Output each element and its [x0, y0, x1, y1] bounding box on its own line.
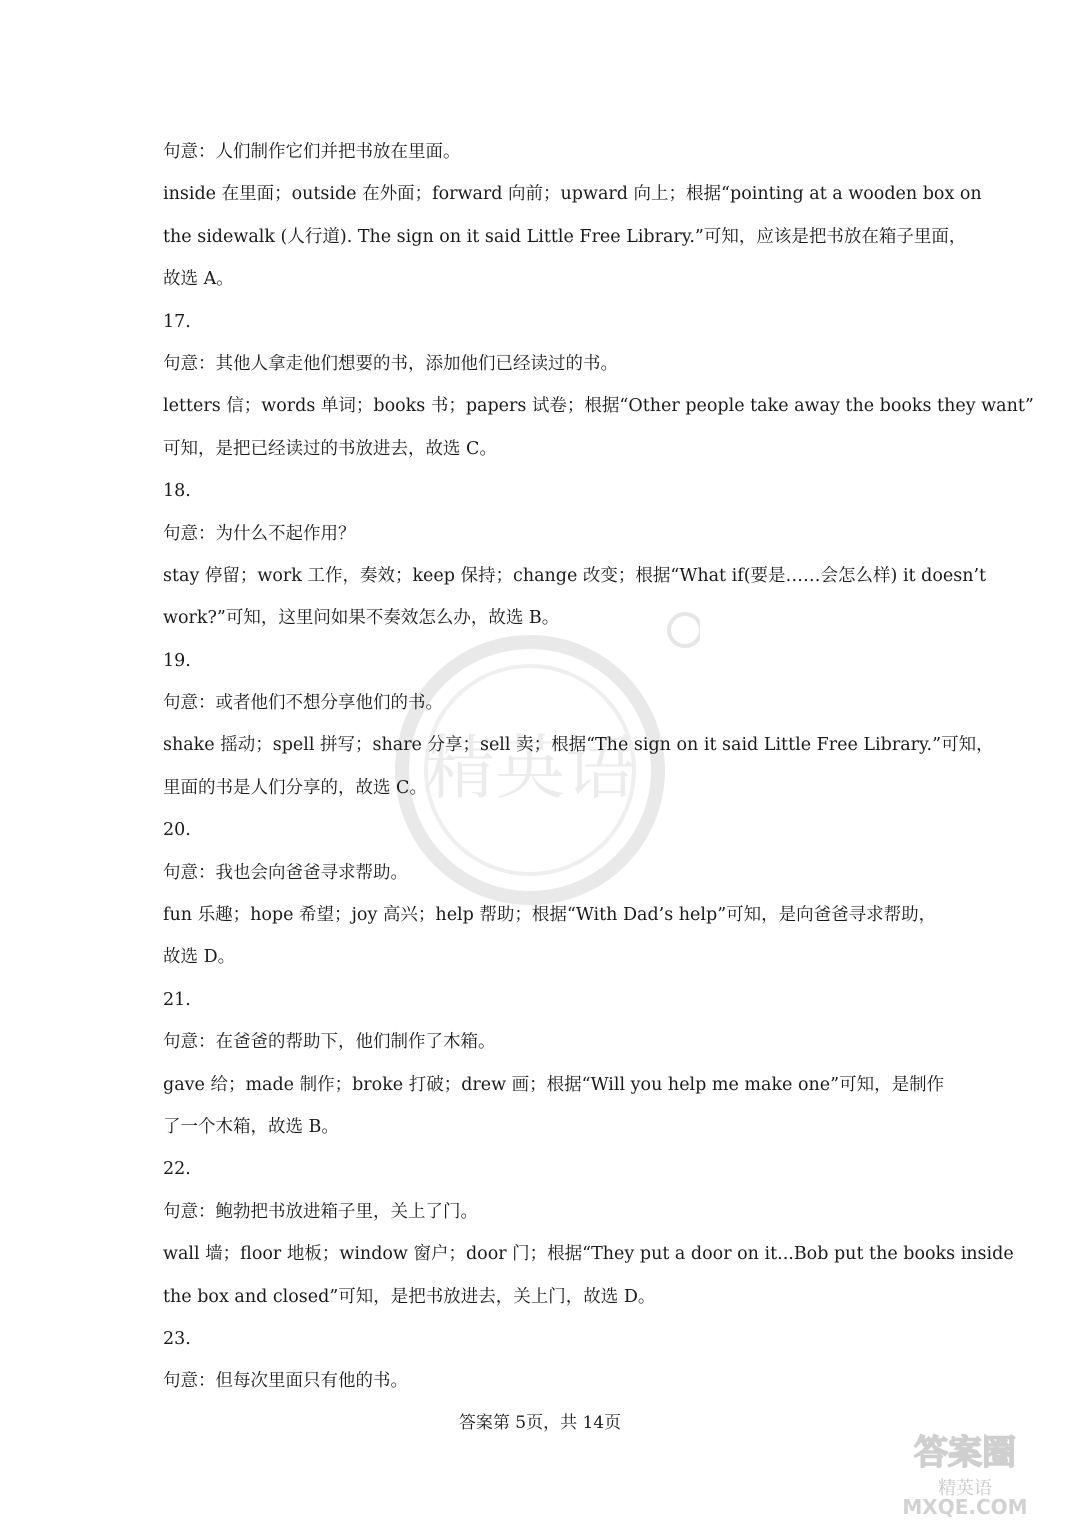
text-line: 里面的书是人们分享的，故选 C。: [163, 777, 427, 798]
text-line: letters 信；words 单词；books 书；papers 试卷；根据“Other people take away the books they want”: [163, 396, 1034, 417]
question-number: 23.: [163, 1328, 191, 1349]
text-line: 句意：在爸爸的帮助下，他们制作了木箱。: [163, 1032, 496, 1053]
text-line: the sidewalk (人行道). The sign on it said Little Free Library.”可知，应该是把书放在箱子里面，: [163, 226, 967, 247]
watermark-text: 精英语: [425, 727, 635, 809]
text-line: 句意：鲍勃把书放进箱子里，关上了门。: [163, 1201, 478, 1222]
site-logo: [880, 1424, 1050, 1519]
page-footer: 答案第 5页，共 14页: [458, 1413, 622, 1433]
text-line: work?”可知，这里问如果不奏效怎么办，故选 B。: [163, 608, 560, 629]
text-line: 句意：但每次里面只有他的书。: [163, 1371, 408, 1392]
text-line: stay 停留；work 工作，奏效；keep 保持；change 改变；根据“What if(要是……会怎么样) it doesn’t: [163, 565, 987, 586]
text-line: 故选 A。: [163, 269, 234, 290]
text-line: 句意：为什么不起作用？: [163, 523, 356, 544]
text-line: inside 在里面；outside 在外面；forward 向前；upward 向上；根据“pointing at a wooden box on: [163, 184, 982, 205]
text-line: wall 墙；floor 地板；window 窗户；door 门；根据“They put a door on it...Bob put the books inside: [163, 1244, 1014, 1265]
question-number: 17.: [163, 311, 191, 332]
text-line: shake 摇动；spell 拼写；share 分享；sell 卖；根据“The sign on it said Little Free Library.”可知，: [163, 735, 994, 756]
question-number: 18.: [163, 481, 191, 502]
site-logo-brand-text: 精英语: [938, 1478, 992, 1499]
text-line: gave 给；made 制作；broke 打破；drew 画；根据“Will you help me make one”可知，是制作: [163, 1074, 945, 1095]
question-number: 20.: [163, 820, 191, 841]
site-logo-bottom-text: MXQE.COM: [902, 1495, 1028, 1519]
question-number: 21.: [163, 989, 191, 1010]
answer-explanations: [163, 131, 1034, 1403]
text-line: the box and closed”可知，是把书放进去，关上门，故选 D。: [163, 1286, 656, 1307]
text-line: 可知，是把已经读过的书放进去，故选 C。: [163, 438, 497, 459]
site-logo-top-text: 答案圈: [914, 1433, 1016, 1473]
text-line: 了一个木箱，故选 B。: [163, 1116, 339, 1137]
question-number: 22.: [163, 1159, 191, 1180]
text-line: 句意：人们制作它们并把书放在里面。: [163, 142, 461, 162]
text-line: 句意：或者他们不想分享他们的书。: [163, 693, 443, 714]
text-line: 句意：我也会向爸爸寻求帮助。: [163, 862, 408, 883]
text-line: 句意：其他人拿走他们想要的书，添加他们已经读过的书。: [163, 353, 618, 374]
text-line: 故选 D。: [163, 947, 236, 968]
question-number: 19.: [163, 650, 191, 671]
text-line: fun 乐趣；hope 希望；joy 高兴；help 帮助；根据“With Dad’s help”可知，是向爸爸寻求帮助，: [163, 905, 937, 926]
